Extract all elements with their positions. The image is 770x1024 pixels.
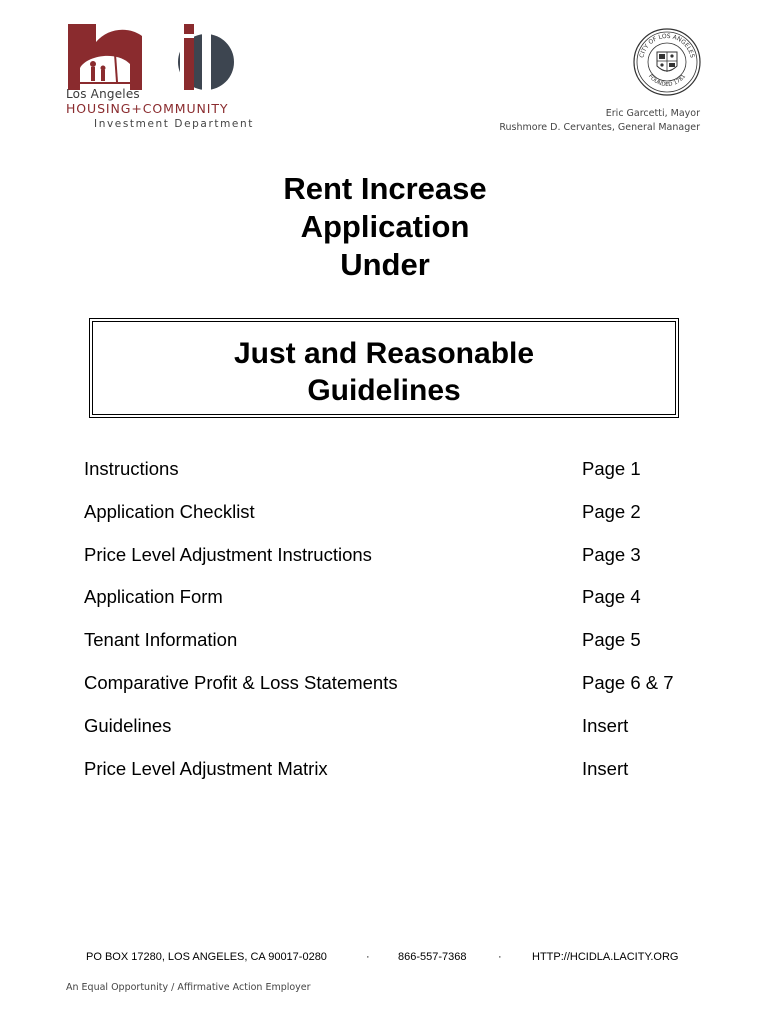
toc-title: Price Level Adjustment Matrix [84,757,328,779]
toc-page: Page 1 [582,458,641,479]
toc-title: Application Form [84,586,223,608]
footer-website-link[interactable]: HTTP://HCIDLA.LACITY.ORG [532,951,679,963]
toc-page: Page 3 [582,543,641,565]
guidelines-title-line-2: Guidelines [307,374,461,407]
footer-phone: 866-557-7368 [398,951,467,963]
toc-row [84,583,704,626]
toc-page: Page 2 [582,500,641,522]
title-line-3: Under [340,247,430,282]
toc-title: Instructions [84,458,179,479]
title-line-2: Application [300,209,470,244]
mayor-name: Eric Garcetti, Mayor [605,108,700,119]
toc-title: Application Checklist [84,500,255,522]
guidelines-title-box [89,318,679,418]
toc-row [84,626,704,669]
toc-title: Tenant Information [84,629,238,651]
toc-row [84,541,704,584]
toc-row [84,669,704,712]
city-seal-icon [633,28,701,96]
toc-title: Price Level Adjustment Instructions [84,543,372,565]
title-line-1: Rent Increase [283,171,487,206]
logo-city-name: Los Angeles [66,87,140,101]
toc-page: Page 5 [582,629,641,651]
hcidla-logo-text [66,87,254,130]
general-manager-name: Rushmore D. Cervantes, General Manager [499,122,700,133]
footer-address: PO BOX 17280, LOS ANGELES, CA 90017-0280 [86,951,327,963]
footer-separator: · [366,951,370,963]
officials-block [499,107,700,135]
footer-separator: · [498,951,502,963]
toc-row [84,498,704,541]
toc-page: Page 6 & 7 [582,671,674,693]
logo-department-subtitle: Investment Department [94,117,254,130]
guidelines-title-line-1: Just and Reasonable [233,337,535,370]
toc-title: Guidelines [84,714,172,736]
page-title [0,170,770,284]
equal-opportunity-statement: An Equal Opportunity / Affirmative Action Employer [66,982,311,993]
seal-top-text: CITY OF LOS ANGELES [638,32,696,59]
toc-row [84,455,704,498]
toc-title: Comparative Profit & Loss Statements [84,671,398,693]
logo-department-name: HOUSING+COMMUNITY [66,101,229,116]
toc-page: Insert [582,757,629,779]
seal-bottom-text: FOUNDED 1781 [646,73,688,89]
toc-row [84,712,704,755]
toc-page: Page 4 [582,586,641,608]
guidelines-title [90,335,678,409]
table-of-contents [84,455,704,797]
toc-page: Insert [582,714,629,736]
toc-row [84,755,704,798]
